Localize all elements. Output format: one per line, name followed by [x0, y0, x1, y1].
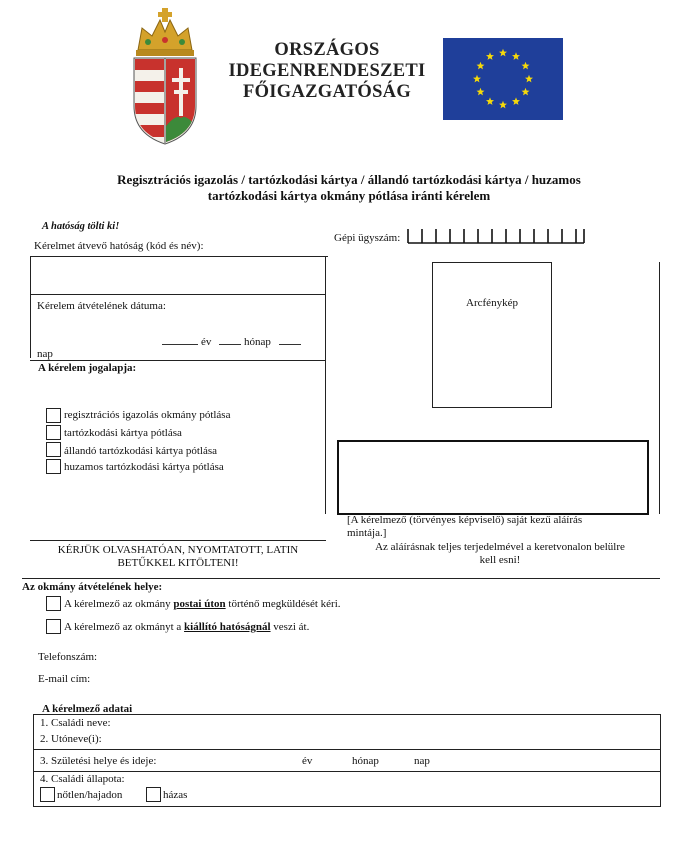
legibility-notice: [30, 544, 326, 570]
org-line-2: IDEGENRENDESZETI: [228, 61, 426, 81]
legal-basis-option-4: huzamos tartózkodási kártya pótlása: [64, 461, 224, 473]
applicant-heading: A kérelmező adatai: [42, 703, 133, 715]
married-checkbox[interactable]: [146, 787, 161, 802]
single-checkbox[interactable]: [40, 787, 55, 802]
pickup-authority-option: [64, 621, 309, 633]
email-label: E-mail cím:: [38, 673, 91, 685]
receipt-date-year-field[interactable]: [162, 344, 198, 345]
receipt-date-day-field[interactable]: [279, 344, 301, 345]
eu-flag-icon: [443, 38, 563, 120]
birth-month-label: hónap: [352, 755, 379, 767]
pickup-postal-text-post: történő megküldését kéri.: [228, 598, 341, 610]
form-title-line-1: Regisztrációs igazolás / tartózkodási kártya / állandó tartózkodási kártya / huzamos: [117, 172, 581, 187]
divider: [30, 294, 326, 295]
legibility-notice-line-1: KÉRJÜK OLVASHATÓAN, NYOMTATOTT, LATIN: [57, 544, 299, 556]
receipt-date-year-label: év: [201, 336, 212, 348]
divider: [30, 256, 328, 257]
signature-box[interactable]: [337, 440, 649, 515]
divider: [22, 578, 660, 579]
family-name-label: 1. Családi neve:: [40, 717, 111, 729]
pickup-authority-text-pre: A kérelmező az okmányt a: [64, 621, 182, 633]
legal-basis-option-1: regisztrációs igazolás okmány pótlása: [64, 409, 231, 421]
org-line-3: FŐIGAZGATÓSÁG: [242, 82, 412, 102]
photo-box[interactable]: [432, 262, 552, 408]
legal-basis-option-3: állandó tartózkodási kártya pótlása: [64, 445, 218, 457]
legal-basis-checkbox-4[interactable]: [46, 459, 61, 474]
pickup-authority-text-post: veszi át.: [273, 621, 310, 633]
pickup-authority-text-bold: kiállító hatóságnál: [184, 621, 271, 633]
organization-name: [222, 40, 432, 103]
pickup-postal-option: [64, 598, 341, 610]
divider: [30, 540, 326, 541]
signature-note-line-1: Az aláírásnak teljes terjedelmével a keretvonalon belülre: [375, 541, 625, 553]
divider: [659, 262, 660, 514]
case-number-label: Gépi ügyszám:: [334, 232, 401, 244]
signature-note: [340, 541, 660, 567]
given-name-label: 2. Utóneve(i):: [40, 733, 102, 745]
signature-caption: [347, 514, 582, 540]
pickup-heading: Az okmány átvételének helye:: [22, 581, 163, 593]
form-title: [60, 172, 638, 204]
signature-note-line-2: kell esni!: [479, 554, 521, 566]
pickup-authority-checkbox[interactable]: [46, 619, 61, 634]
photo-label: Arcfénykép: [466, 297, 518, 309]
receipt-date-label: Kérelem átvételének dátuma:: [37, 300, 166, 312]
applicant-table: [33, 714, 661, 807]
birth-label: 3. Születési helye és ideje:: [40, 755, 157, 767]
divider: [30, 360, 326, 361]
married-label: házas: [163, 789, 188, 801]
case-number-field[interactable]: [406, 228, 586, 245]
birth-day-label: nap: [414, 755, 430, 767]
legal-basis-checkbox-1[interactable]: [46, 408, 61, 423]
receipt-date-month-field[interactable]: [219, 344, 241, 345]
receiving-authority-label: Kérelmet átvevő hatóság (kód és név):: [34, 240, 204, 252]
receipt-date-day-label: nap: [37, 348, 53, 360]
legal-basis-option-2: tartózkodási kártya pótlása: [64, 427, 182, 439]
coat-of-arms-icon: [124, 6, 206, 146]
signature-caption-line-2: mintája.]: [347, 527, 387, 539]
pickup-postal-checkbox[interactable]: [46, 596, 61, 611]
single-label: nőtlen/hajadon: [57, 789, 123, 801]
form-title-line-2: tartózkodási kártya okmány pótlása iránti kérelem: [207, 188, 491, 203]
row-divider: [34, 771, 660, 772]
birth-year-label: év: [302, 755, 313, 767]
legal-basis-checkbox-3[interactable]: [46, 442, 61, 457]
legal-basis-checkbox-2[interactable]: [46, 425, 61, 440]
authority-fill-note: A hatóság tölti ki!: [42, 221, 120, 232]
org-line-1: ORSZÁGOS: [274, 40, 380, 60]
receipt-date-month-label: hónap: [244, 336, 271, 348]
divider: [30, 256, 31, 358]
legibility-notice-line-2: BETŰKKEL KITÖLTENI!: [117, 557, 239, 569]
legal-basis-heading: A kérelem jogalapja:: [38, 362, 137, 374]
signature-caption-line-1: [A kérelmező (törvényes képviselő) saját kezű aláírás: [347, 514, 583, 526]
phone-label: Telefonszám:: [38, 651, 98, 663]
pickup-postal-text-bold: postai úton: [173, 598, 226, 610]
row-divider: [34, 749, 660, 750]
pickup-postal-text-pre: A kérelmező az okmány: [64, 598, 171, 610]
marital-status-label: 4. Családi állapota:: [40, 773, 125, 785]
